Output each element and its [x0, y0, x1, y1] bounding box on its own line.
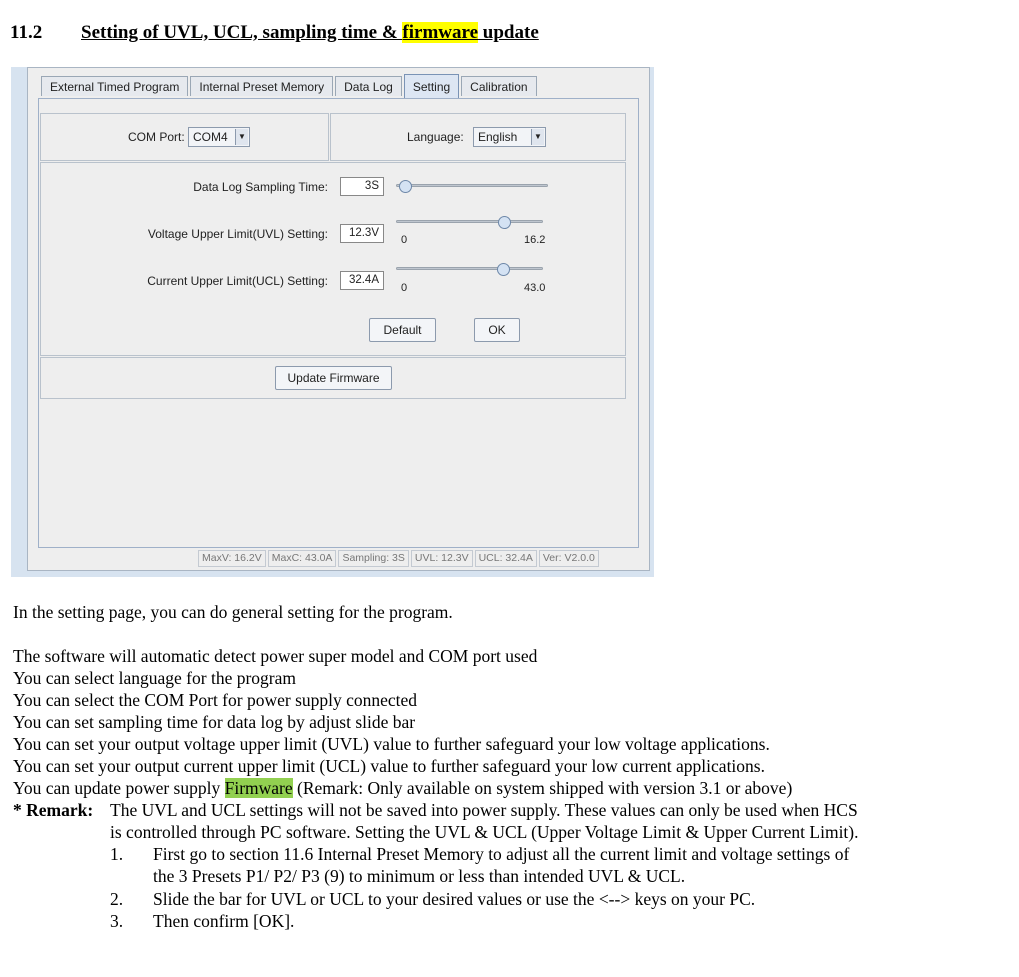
uvl-max-tick: 16.2	[524, 234, 546, 246]
text-line: You can set sampling time for data log by adjust slide bar	[13, 712, 416, 732]
status-uvl: UVL: 12.3V	[411, 550, 473, 567]
section-title-highlight: firmware	[402, 22, 479, 43]
step-text: the 3 Presets P1/ P2/ P3 (9) to minimum or less than intended UVL & UCL.	[153, 866, 686, 886]
update-firmware-button[interactable]: Update Firmware	[275, 366, 392, 390]
remark-text-1: The UVL and UCL settings will not be saved into power supply. These values can only be used when HCS	[110, 800, 858, 820]
status-maxv: MaxV: 16.2V	[198, 550, 266, 567]
tab-external-timed-program[interactable]: External Timed Program	[41, 76, 188, 96]
tab-setting[interactable]: Setting	[404, 74, 459, 98]
text-line: You can select language for the program	[13, 668, 296, 688]
limits-panel	[40, 162, 626, 356]
text-line: The software will automatic detect power super model and COM port used	[13, 646, 538, 666]
status-sampling: Sampling: 3S	[338, 550, 408, 567]
step-text: First go to section 11.6 Internal Preset Memory to adjust all the current limit and voltage settings of	[153, 844, 850, 864]
uvl-slider-track	[396, 220, 543, 223]
ok-button[interactable]: OK	[474, 318, 520, 342]
com-port-label: COM Port:	[128, 130, 185, 144]
language-panel	[330, 113, 626, 161]
firmware-panel	[40, 357, 626, 399]
com-port-value: COM4	[193, 130, 228, 144]
com-port-select[interactable]	[188, 127, 250, 147]
sampling-field[interactable]: 3S	[340, 177, 384, 196]
step-text: Then confirm [OK].	[153, 911, 295, 931]
step-text: Slide the bar for UVL or UCL to your desired values or use the <--> keys on your PC.	[153, 889, 756, 909]
text-line: You can select the COM Port for power supply connected	[13, 690, 418, 710]
chevron-down-icon: ▼	[235, 129, 248, 145]
step-number: 3.	[110, 911, 124, 931]
uvl-label: Voltage Upper Limit(UVL) Setting:	[147, 227, 328, 241]
sampling-slider-track	[396, 184, 548, 187]
tab-bar	[41, 76, 539, 98]
tab-data-log[interactable]: Data Log	[335, 76, 402, 96]
section-title-pre: Setting of UVL, UCL, sampling time &	[81, 22, 403, 43]
remark-text-2: is controlled through PC software. Setting the UVL & UCL (Upper Voltage Limit & Upper Current Limit).	[110, 822, 859, 842]
language-label: Language:	[407, 130, 464, 144]
com-port-panel	[40, 113, 329, 161]
section-number: 11.2	[10, 22, 43, 43]
section-heading	[10, 22, 539, 44]
firmware-line-pre: You can update power supply	[13, 778, 225, 798]
uvl-min-tick: 0	[401, 234, 408, 246]
firmware-line	[13, 777, 792, 799]
tab-internal-preset-memory[interactable]: Internal Preset Memory	[190, 76, 333, 96]
step-number: 1.	[110, 844, 124, 864]
status-maxc: MaxC: 43.0A	[268, 550, 337, 567]
ucl-label: Current Upper Limit(UCL) Setting:	[147, 274, 328, 288]
language-select[interactable]	[473, 127, 546, 147]
section-title-post: update	[478, 22, 539, 43]
status-ucl: UCL: 32.4A	[475, 550, 537, 567]
firmware-highlight: Firmware	[224, 778, 293, 798]
ucl-min-tick: 0	[401, 282, 408, 294]
ucl-slider-track	[396, 267, 543, 270]
tab-calibration[interactable]: Calibration	[461, 76, 536, 96]
firmware-line-post: (Remark: Only available on system shipped with version 3.1 or above)	[292, 778, 793, 798]
text-line: You can set your output voltage upper limit (UVL) value to further safeguard your low voltage applications.	[13, 734, 770, 754]
uvl-field[interactable]: 12.3V	[340, 224, 384, 243]
intro-paragraph: In the setting page, you can do general setting for the program.	[13, 602, 453, 622]
default-button[interactable]: Default	[369, 318, 436, 342]
setting-panel	[38, 98, 639, 548]
language-value: English	[478, 130, 518, 144]
uvl-slider-thumb[interactable]	[498, 216, 511, 229]
status-bar	[198, 550, 601, 567]
step-number: 2.	[110, 889, 124, 909]
text-line: You can set your output current upper limit (UCL) value to further safeguard your low current applications.	[13, 756, 765, 776]
remark-line-1	[13, 799, 858, 821]
ucl-field[interactable]: 32.4A	[340, 271, 384, 290]
chevron-down-icon: ▼	[531, 129, 544, 145]
remark-label: * Remark:	[13, 800, 94, 820]
app-screenshot	[11, 67, 654, 577]
ucl-slider-thumb[interactable]	[497, 263, 510, 276]
ucl-max-tick: 43.0	[524, 282, 546, 294]
sampling-slider-thumb[interactable]	[399, 180, 412, 193]
sampling-label: Data Log Sampling Time:	[193, 180, 328, 194]
status-version: Ver: V2.0.0	[539, 550, 599, 567]
app-window	[27, 67, 650, 571]
